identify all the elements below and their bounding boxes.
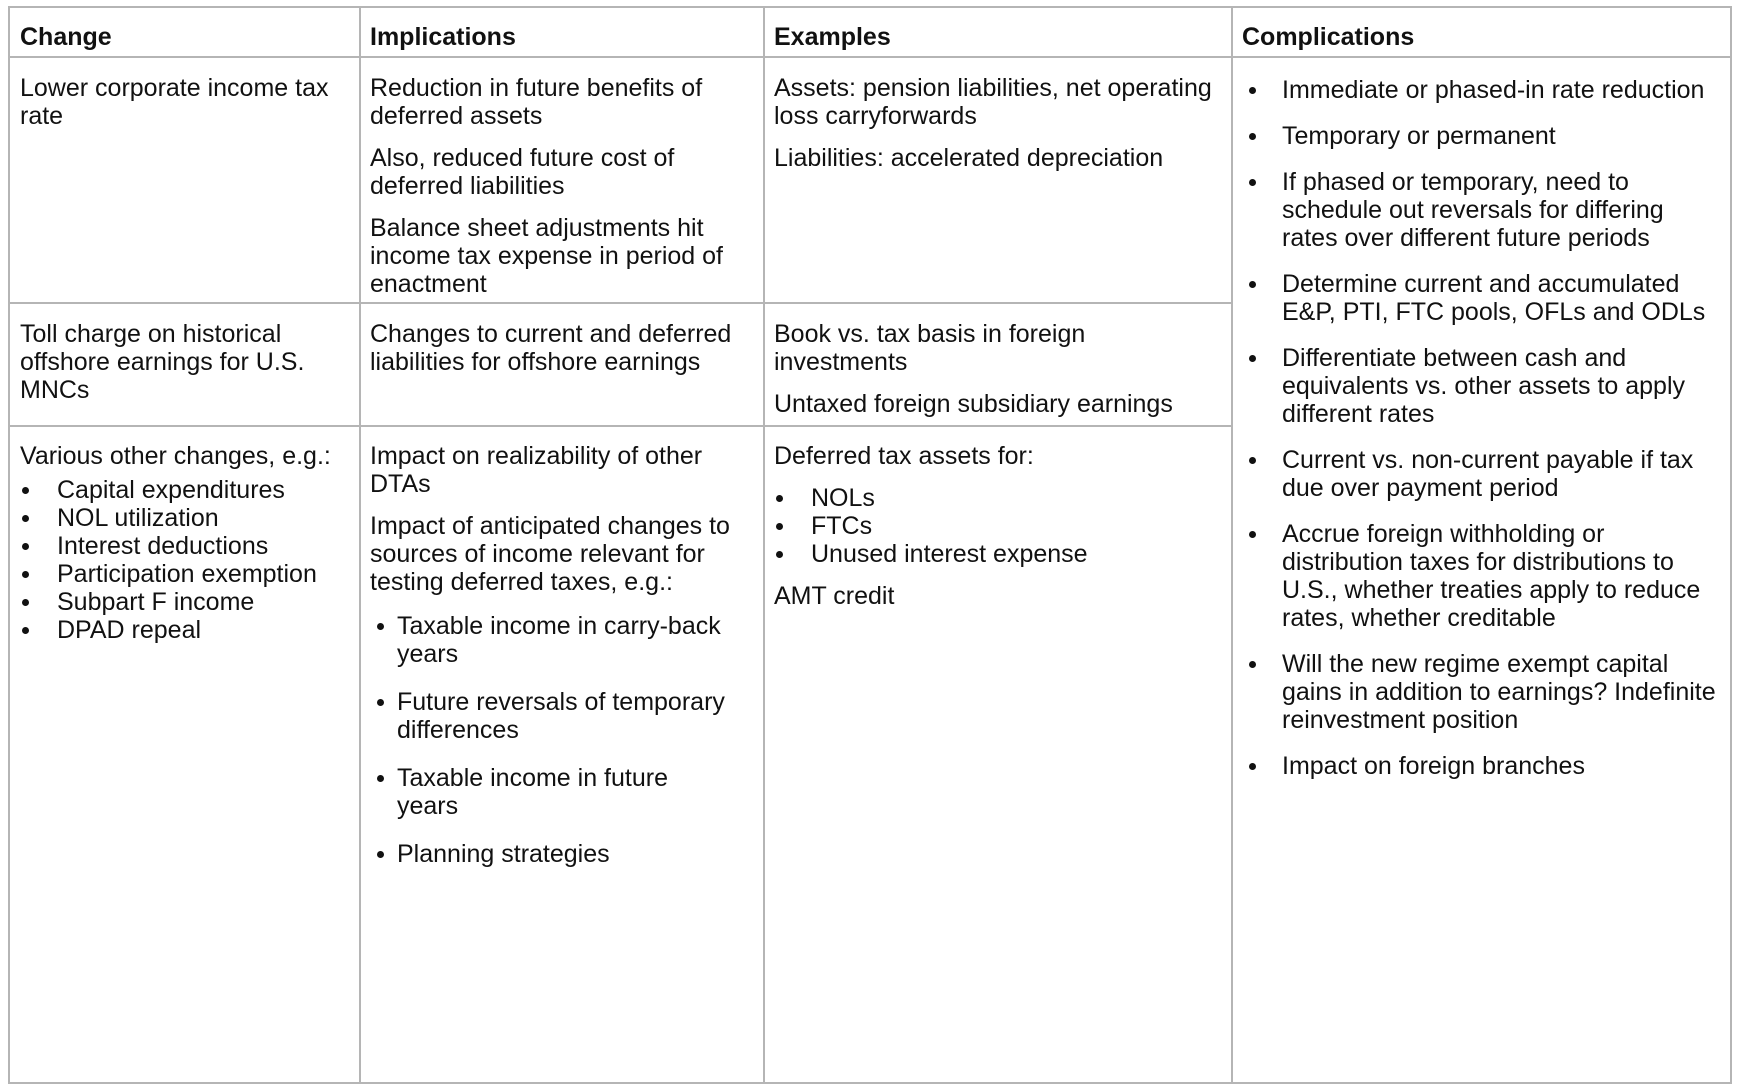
header-divider [8, 56, 1732, 58]
list-item: Interest deductions [20, 532, 350, 560]
header-implications: Implications [370, 23, 516, 51]
examples-intro: Deferred tax assets for: [774, 442, 1034, 470]
implication-text: Impact on realizability of other DTAs [370, 442, 703, 498]
example-text: Assets: pension liabilities, net operating loss carryforwards [774, 74, 1212, 130]
examples-list [774, 484, 1214, 568]
complications-cell [1242, 76, 1724, 798]
header-examples: Examples [774, 23, 891, 51]
implication-text: Changes to current and deferred liabilities for offshore earnings [370, 320, 732, 376]
row3-change [20, 442, 350, 644]
row1-implications [370, 74, 730, 312]
row2-examples [774, 320, 1224, 432]
header-complications: Complications [1242, 23, 1415, 51]
list-item: Taxable income in carry-back years [370, 612, 730, 668]
row3-examples [774, 442, 1214, 624]
implication-text: Balance sheet adjustments hit income tax expense in period of enactment [370, 214, 723, 298]
example-text: Liabilities: accelerated depreciation [774, 144, 1164, 172]
implication-list [370, 612, 730, 868]
list-item: Future reversals of temporary differences [370, 688, 730, 744]
list-item: Accrue foreign withholding or distribution taxes for distributions to U.S., whether treaties apply to reduce rates, whether creditable [1242, 520, 1724, 632]
list-item: Impact on foreign branches [1242, 752, 1724, 780]
examples-outro: AMT credit [774, 582, 895, 610]
list-item: NOL utilization [20, 504, 350, 532]
list-item: Capital expenditures [20, 476, 350, 504]
row3-implications [370, 442, 730, 888]
complications-list [1242, 76, 1724, 780]
list-item: NOLs [774, 484, 1214, 512]
list-item: Subpart F income [20, 588, 350, 616]
example-text: Untaxed foreign subsidiary earnings [774, 390, 1173, 418]
list-item: DPAD repeal [20, 616, 350, 644]
example-text: Book vs. tax basis in foreign investments [774, 320, 1086, 376]
column-divider [763, 6, 765, 1084]
row1-examples [774, 74, 1214, 186]
list-item: If phased or temporary, need to schedule out reversals for differing rates over different future periods [1242, 168, 1724, 252]
implication-text: Reduction in future benefits of deferred assets [370, 74, 703, 130]
list-item: Temporary or permanent [1242, 122, 1724, 150]
list-item: Current vs. non-current payable if tax due over payment period [1242, 446, 1724, 502]
list-item: Will the new regime exempt capital gains in addition to earnings? Indefinite reinvestment position [1242, 650, 1724, 734]
implication-text: Also, reduced future cost of deferred liabilities [370, 144, 675, 200]
change-intro: Various other changes, e.g.: [20, 442, 331, 470]
column-divider [359, 6, 361, 1084]
change-text: Lower corporate income tax rate [20, 74, 329, 130]
row2-change [20, 320, 335, 418]
list-item: Taxable income in future years [370, 764, 730, 820]
list-item: Unused interest expense [774, 540, 1214, 568]
row1-change [20, 74, 335, 144]
change-text: Toll charge on historical offshore earnings for U.S. MNCs [20, 320, 305, 404]
change-list [20, 476, 350, 644]
header-change: Change [20, 23, 112, 51]
implication-text: Impact of anticipated changes to sources of income relevant for testing deferred taxes, e.g.: [370, 512, 730, 596]
list-item: Participation exemption [20, 560, 350, 588]
list-item: Planning strategies [370, 840, 730, 868]
column-divider [1231, 6, 1233, 1084]
list-item: Determine current and accumulated E&P, PTI, FTC pools, OFLs and ODLs [1242, 270, 1724, 326]
list-item: Differentiate between cash and equivalents vs. other assets to apply different rates [1242, 344, 1724, 428]
list-item: Immediate or phased-in rate reduction [1242, 76, 1724, 104]
row2-implications [370, 320, 750, 390]
list-item: FTCs [774, 512, 1214, 540]
